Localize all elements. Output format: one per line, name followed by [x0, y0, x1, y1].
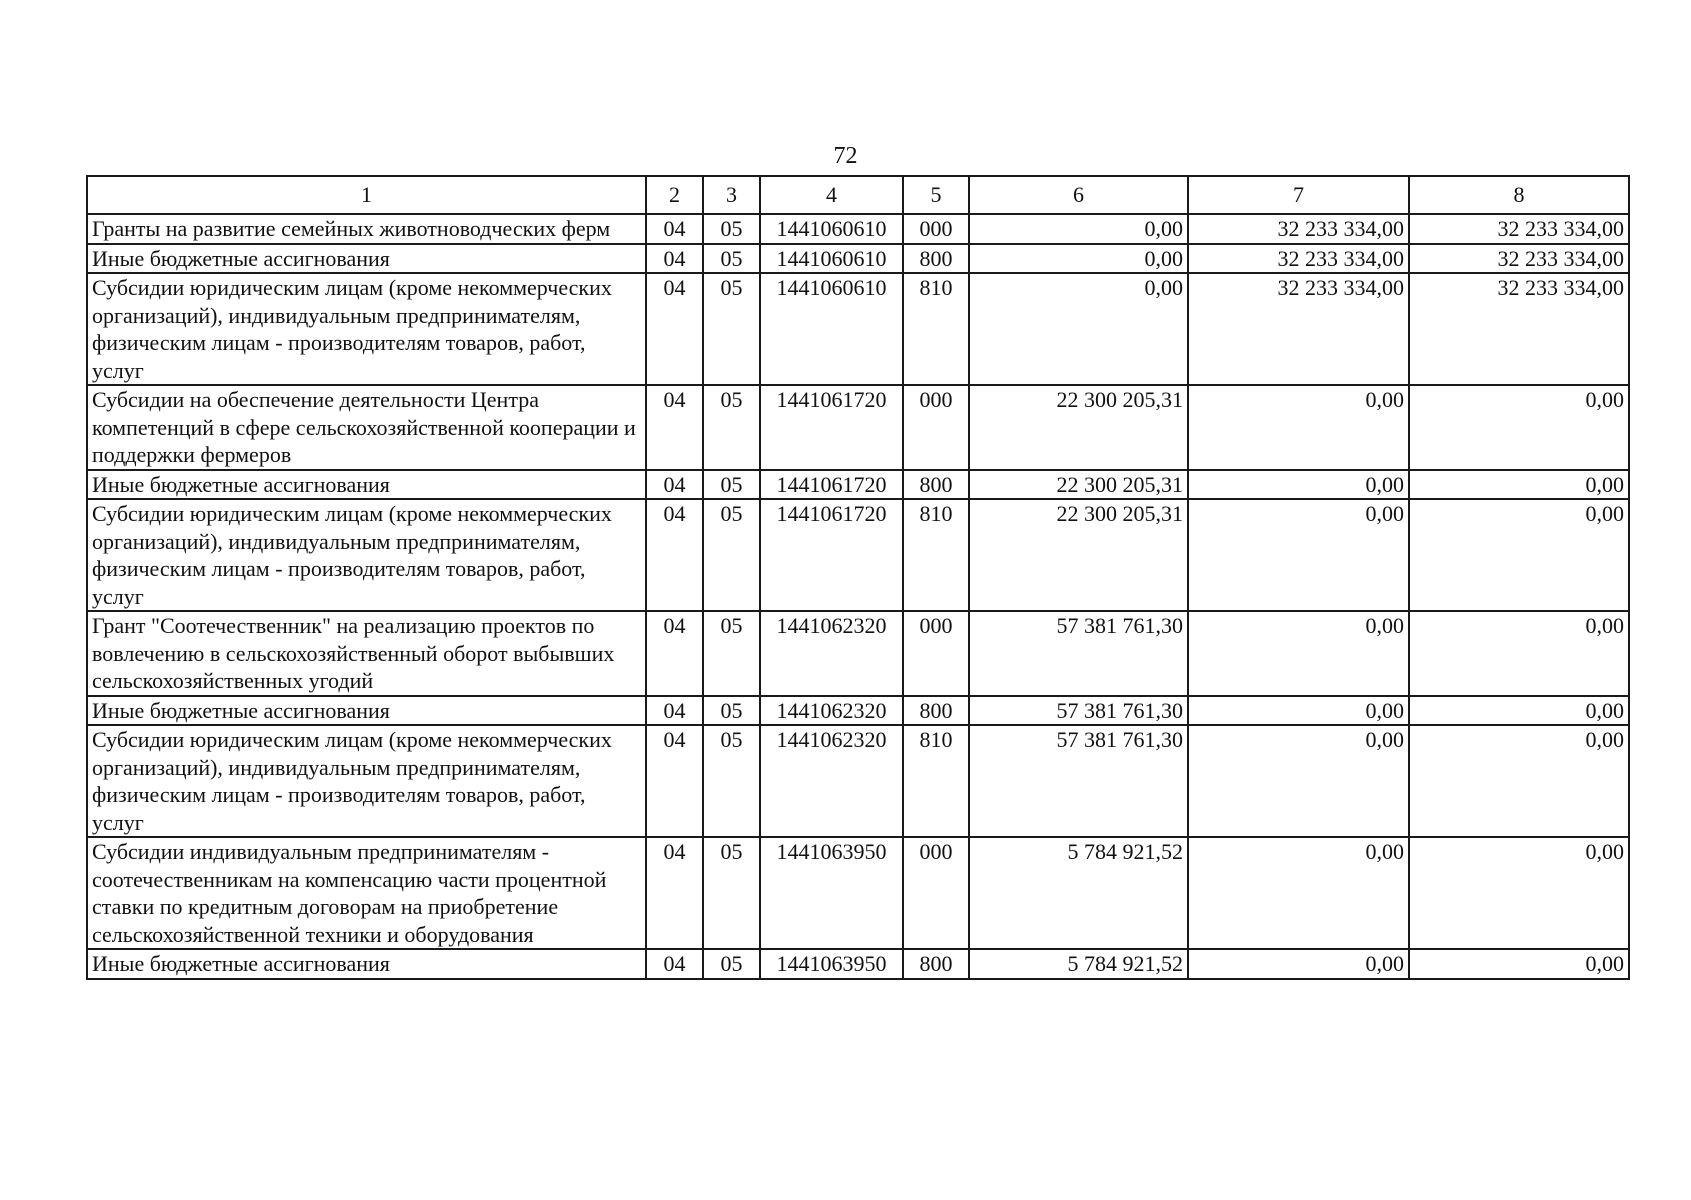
row-expense-type-code: 800	[903, 244, 969, 274]
row-section-code: 04	[646, 949, 703, 979]
column-header: 1	[87, 176, 646, 214]
row-section-code: 04	[646, 499, 703, 611]
row-name: Субсидии юридическим лицам (кроме некоммерческих организаций), индивидуальным предпринимателям, физическим лицам - производителям товаров, работ, услуг	[87, 273, 646, 385]
row-subsection-code: 05	[703, 470, 760, 500]
row-amount-col8: 0,00	[1409, 611, 1629, 696]
table-row	[87, 470, 1629, 500]
column-header: 6	[969, 176, 1188, 214]
row-amount-col7: 0,00	[1188, 696, 1409, 726]
column-header: 5	[903, 176, 969, 214]
table-row	[87, 611, 1629, 696]
row-expense-type-code: 800	[903, 470, 969, 500]
column-header: 8	[1409, 176, 1629, 214]
row-name: Субсидии юридическим лицам (кроме некоммерческих организаций), индивидуальным предпринимателям, физическим лицам - производителям товаров, работ, услуг	[87, 725, 646, 837]
row-section-code: 04	[646, 696, 703, 726]
row-amount-col8: 0,00	[1409, 949, 1629, 979]
row-amount-col7: 32 233 334,00	[1188, 244, 1409, 274]
row-name: Иные бюджетные ассигнования	[87, 949, 646, 979]
row-subsection-code: 05	[703, 949, 760, 979]
column-header: 7	[1188, 176, 1409, 214]
table-row	[87, 244, 1629, 274]
row-name: Гранты на развитие семейных животноводческих ферм	[87, 214, 646, 244]
row-amount-col8: 32 233 334,00	[1409, 273, 1629, 385]
row-subsection-code: 05	[703, 214, 760, 244]
row-amount-col6: 22 300 205,31	[969, 470, 1188, 500]
row-target-article-code: 1441061720	[760, 385, 903, 470]
row-section-code: 04	[646, 273, 703, 385]
row-amount-col6: 57 381 761,30	[969, 725, 1188, 837]
row-expense-type-code: 800	[903, 696, 969, 726]
row-target-article-code: 1441063950	[760, 949, 903, 979]
row-amount-col8: 32 233 334,00	[1409, 214, 1629, 244]
table-row	[87, 725, 1629, 837]
row-expense-type-code: 810	[903, 273, 969, 385]
row-target-article-code: 1441060610	[760, 244, 903, 274]
row-amount-col8: 0,00	[1409, 499, 1629, 611]
row-amount-col6: 57 381 761,30	[969, 611, 1188, 696]
column-header: 4	[760, 176, 903, 214]
row-target-article-code: 1441061720	[760, 499, 903, 611]
row-section-code: 04	[646, 837, 703, 949]
row-expense-type-code: 000	[903, 214, 969, 244]
table-row	[87, 385, 1629, 470]
row-amount-col7: 32 233 334,00	[1188, 273, 1409, 385]
row-section-code: 04	[646, 725, 703, 837]
row-section-code: 04	[646, 470, 703, 500]
table-row	[87, 696, 1629, 726]
row-amount-col7: 0,00	[1188, 385, 1409, 470]
row-subsection-code: 05	[703, 725, 760, 837]
row-amount-col7: 0,00	[1188, 611, 1409, 696]
row-subsection-code: 05	[703, 696, 760, 726]
table-row	[87, 949, 1629, 979]
row-subsection-code: 05	[703, 273, 760, 385]
row-target-article-code: 1441060610	[760, 214, 903, 244]
row-section-code: 04	[646, 611, 703, 696]
page-number: 72	[833, 143, 858, 169]
row-name: Иные бюджетные ассигнования	[87, 244, 646, 274]
row-amount-col8: 0,00	[1409, 470, 1629, 500]
row-target-article-code: 1441062320	[760, 611, 903, 696]
row-expense-type-code: 000	[903, 611, 969, 696]
row-subsection-code: 05	[703, 837, 760, 949]
row-target-article-code: 1441060610	[760, 273, 903, 385]
row-amount-col8: 0,00	[1409, 696, 1629, 726]
row-name: Субсидии юридическим лицам (кроме некоммерческих организаций), индивидуальным предпринимателям, физическим лицам - производителям товаров, работ, услуг	[87, 499, 646, 611]
row-amount-col6: 5 784 921,52	[969, 837, 1188, 949]
row-amount-col6: 57 381 761,30	[969, 696, 1188, 726]
row-subsection-code: 05	[703, 499, 760, 611]
column-header: 2	[646, 176, 703, 214]
row-amount-col7: 0,00	[1188, 949, 1409, 979]
row-expense-type-code: 810	[903, 725, 969, 837]
row-section-code: 04	[646, 385, 703, 470]
row-target-article-code: 1441063950	[760, 837, 903, 949]
table-row	[87, 837, 1629, 949]
row-amount-col6: 5 784 921,52	[969, 949, 1188, 979]
column-header: 3	[703, 176, 760, 214]
table-row	[87, 499, 1629, 611]
row-target-article-code: 1441062320	[760, 696, 903, 726]
row-subsection-code: 05	[703, 385, 760, 470]
row-expense-type-code: 000	[903, 837, 969, 949]
row-name: Иные бюджетные ассигнования	[87, 696, 646, 726]
row-amount-col7: 32 233 334,00	[1188, 214, 1409, 244]
row-section-code: 04	[646, 244, 703, 274]
table-row	[87, 214, 1629, 244]
row-expense-type-code: 000	[903, 385, 969, 470]
row-amount-col7: 0,00	[1188, 499, 1409, 611]
row-expense-type-code: 800	[903, 949, 969, 979]
row-amount-col8: 0,00	[1409, 837, 1629, 949]
row-subsection-code: 05	[703, 244, 760, 274]
row-amount-col7: 0,00	[1188, 837, 1409, 949]
row-target-article-code: 1441062320	[760, 725, 903, 837]
row-section-code: 04	[646, 214, 703, 244]
row-amount-col7: 0,00	[1188, 725, 1409, 837]
row-amount-col6: 22 300 205,31	[969, 385, 1188, 470]
row-amount-col8: 32 233 334,00	[1409, 244, 1629, 274]
row-amount-col6: 0,00	[969, 214, 1188, 244]
table-row	[87, 273, 1629, 385]
budget-table	[86, 175, 1630, 980]
row-amount-col7: 0,00	[1188, 470, 1409, 500]
row-expense-type-code: 810	[903, 499, 969, 611]
row-name: Иные бюджетные ассигнования	[87, 470, 646, 500]
row-amount-col6: 0,00	[969, 273, 1188, 385]
row-amount-col8: 0,00	[1409, 725, 1629, 837]
row-name: Грант "Соотечественник" на реализацию проектов по вовлечению в сельскохозяйственный оборот выбывших сельскохозяйственных угодий	[87, 611, 646, 696]
row-amount-col8: 0,00	[1409, 385, 1629, 470]
row-amount-col6: 0,00	[969, 244, 1188, 274]
table-header-row	[87, 176, 1629, 214]
row-name: Субсидии на обеспечение деятельности Центра компетенций в сфере сельскохозяйственной кооперации и поддержки фермеров	[87, 385, 646, 470]
row-name: Субсидии индивидуальным предпринимателям - соотечественникам на компенсацию части процентной ставки по кредитным договорам на приобретение сельскохозяйственной техники и оборудования	[87, 837, 646, 949]
row-amount-col6: 22 300 205,31	[969, 499, 1188, 611]
row-subsection-code: 05	[703, 611, 760, 696]
row-target-article-code: 1441061720	[760, 470, 903, 500]
